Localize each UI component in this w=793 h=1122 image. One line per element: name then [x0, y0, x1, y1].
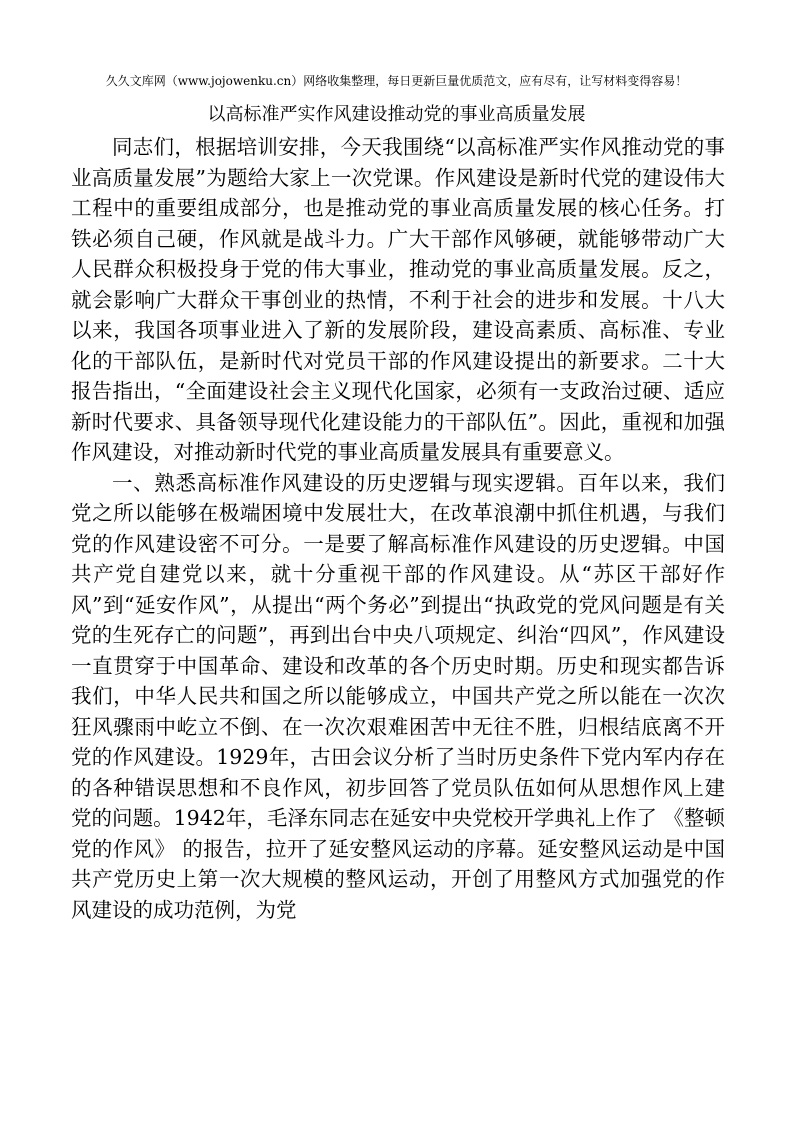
document-body	[71, 132, 725, 925]
body-paragraph: 一、熟悉高标准作风建设的历史逻辑与现实逻辑。百年以来，我们党之所以能够在极端困境中发展壮大，在改革浪潮中抓住机遇，与我们党的作风建设密不可分。一是要了解高标准作风建设的历史逻辑。中国共产党自建党以来，就十分重视干部的作风建设。从“苏区干部好作风”到“延安作风”，从提出“两个务必”到提出“执政党的党风问题是有关党的生死存亡的问题”，再到出台中央八项规定、纠治“四风”，作风建设一直贯穿于中国革命、建设和改革的各个历史时期。历史和现实都告诉我们，中华人民共和国之所以能够成立，中国共产党之所以能在一次次狂风骤雨中屹立不倒、在一次次艰难困苦中无往不胜，归根结底离不开党的作风建设。1929年，古田会议分析了当时历史条件下党内军内存在的各种错误思想和不良作风，初步回答了党员队伍如何从思想作风上建党的问题。1942年，毛泽东同志在延安中央党校开学典礼上作了 《整顿党的作风》 的报告，拉开了延安整风运动的序幕。延安整风运动是中国共产党历史上第一次大规模的整风运动，开创了用整风方式加强党的作风建设的成功范例，为党	[71, 470, 725, 922]
body-paragraph: 同志们，根据培训安排，今天我围绕“以高标准严实作风推动党的事业高质量发展”为题给大家上一次党课。作风建设是新时代党的建设伟大工程中的重要组成部分，也是推动党的事业高质量发展的核心任务。打铁必须自己硬，作风就是战斗力。广大干部作风够硬，就能够带动广大人民群众积极投身于党的伟大事业，推动党的事业高质量发展。反之，就会影响广大群众干事创业的热情，不利于社会的进步和发展。十八大以来，我国各项事业进入了新的发展阶段，建设高素质、高标准、专业化的干部队伍，是新时代对党员干部的作风建设提出的新要求。二十大报告指出，“全面建设社会主义现代化国家，必须有一支政治过硬、适应新时代要求、具备领导现代化建设能力的干部队伍”。因此，重视和加强作风建设，对推动新时代党的事业高质量发展具有重要意义。	[71, 135, 725, 464]
document-title: 以高标准严实作风建设推动党的事业高质量发展	[207, 104, 586, 125]
source-header-note: 久久文库网（www.jojowenku.cn）网络收集整理，每日更新巨量优质范文，应有尽有，让写材料变得容易！	[105, 74, 688, 88]
